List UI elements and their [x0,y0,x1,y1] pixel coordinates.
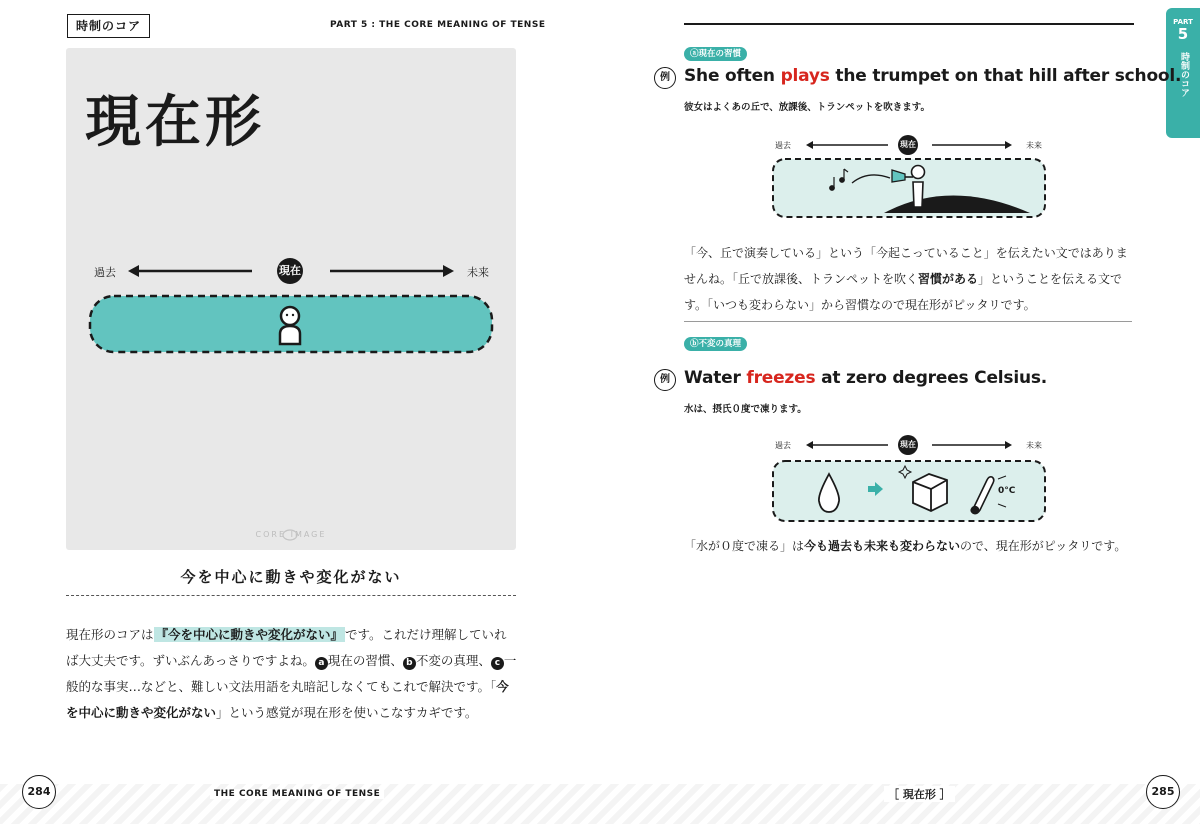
page-number-right: 285 [1146,775,1180,809]
section-separator [684,321,1132,322]
core-subtitle: 今を中心に動きや変化がない [180,568,402,586]
timeline-future-label: 未来 [467,266,489,279]
top-rule [684,23,1134,25]
timeline-past-arrowhead [128,265,139,277]
footer-title: THE CORE MEANING OF TENSE [210,789,384,799]
timeline-b-future-arrowhead [1005,441,1012,449]
explanation-b-1: 「水が０度で凍る」は [684,539,805,553]
item-b-text: 不変の真理、 [415,653,491,668]
page-number-left: 284 [22,775,56,809]
example-a-badge: 例 [654,67,676,89]
core-image-logo-icon [283,530,297,540]
explanation-b-bold: 今も過去も未来も変わらない [804,539,961,553]
sentence-a-pre: She often [684,66,781,86]
timeline-a-future-arrowhead [1005,141,1012,149]
timeline-b-now-badge: 現在 [898,435,918,455]
page-title: 現在形 [85,90,265,155]
sentence-b-verb: freezes [746,368,816,388]
core-explanation [66,622,518,726]
timeline-future-arrowhead [443,265,454,277]
side-tab-part-number: 5 [1177,25,1189,43]
body-text-2: です。これだけ理解していれば大丈夫です。ずいぶんあっさりですよね。 [66,627,507,668]
explanation-a-1: 「今、丘で演奏している」という「今起こっていること」を伝えたい文ではありませんね。「丘で放課後、トランペットを吹く [684,246,1128,286]
timeline-b-past-label: 過去 [775,441,791,450]
timeline-a-past-label: 過去 [775,141,791,150]
part-header: PART 5 : THE CORE MEANING OF TENSE [330,20,546,30]
side-tab-label: 時制のコア [1179,52,1189,97]
subtitle-divider [66,595,516,596]
section-a-pill: ⓐ現在の習慣 [684,47,747,61]
marker-b-icon: b [403,657,416,670]
timeline-a-past-arrowhead [806,141,813,149]
sentence-a-verb: plays [780,66,830,86]
example-a-explanation [684,240,1136,318]
timeline-b-future-label: 未来 [1026,441,1042,450]
marker-a-icon: a [315,657,328,670]
example-b-sentence [684,368,1047,388]
explanation-a-2: 」ということを伝える文です。「いつも変わらない」から習慣なので現在形がピッタリです。 [684,272,1123,312]
timeline-a-future-label: 未来 [1026,141,1042,150]
body-text-end: 」という感覚が現在形を使いこなすカギです。 [216,705,478,720]
example-a-sentence [684,66,1181,86]
example-b-translation: 水は、摂氏０度で凍ります。 [684,404,807,415]
footer-chapter-label: ［ 現在形 ］ [884,786,955,802]
marker-c-icon: c [491,657,504,670]
timeline-past-label: 過去 [94,266,116,279]
example-b-badge: 例 [654,369,676,391]
sentence-b-pre: Water [684,368,747,388]
explanation-b-2: ので、現在形がピッタリです。 [960,539,1127,553]
core-highlight: 『今を中心に動きや変化がない』 [155,627,344,642]
ice-cube-icon [913,474,947,511]
timeline-now-badge: 現在 [277,258,303,284]
timeline-a-now-badge: 現在 [898,135,918,155]
item-a-text: 現在の習慣、 [327,653,403,668]
body-text-1: 現在形のコアは [66,627,154,642]
chapter-tag: 時制のコア [67,14,150,38]
body-bold-core: 今を中心に動きや変化がない [66,679,509,720]
core-image-watermark: CORE IMAGE [255,530,327,539]
example-a-translation: 彼女はよくあの丘で、放課後、トランペットを吹きます。 [684,102,931,113]
section-b-pill: ⓑ不変の真理 [684,337,747,351]
timeline-b-past-arrowhead [806,441,813,449]
sentence-a-post: the trumpet on that hill after school. [829,66,1182,86]
sentence-b-post: at zero degrees Celsius. [815,368,1048,388]
side-tab-part-label: PART [1173,18,1193,26]
explanation-a-bold: 習慣がある [918,272,979,286]
temperature-label: 0°C [998,486,1016,496]
item-c-text: 一般的な事実…などと、難しい文法用語を丸暗記しなくてもこれで解決です。「 [66,653,517,694]
example-b-explanation [684,533,1136,559]
